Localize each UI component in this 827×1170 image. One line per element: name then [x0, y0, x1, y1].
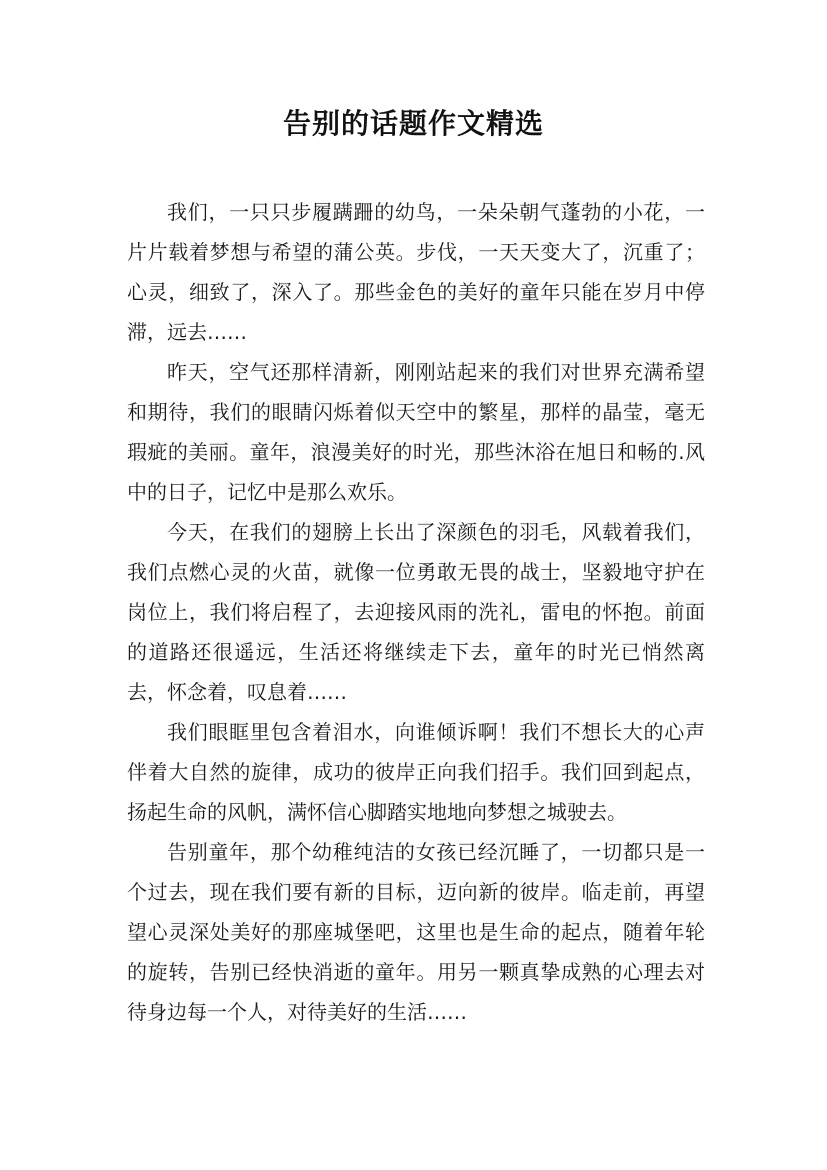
document-body — [127, 192, 705, 1032]
paragraph-4: 我们眼眶里包含着泪水，向谁倾诉啊！我们不想长大的心声伴着大自然的旋律，成功的彼岸正向我们招手。我们回到起点，扬起生命的风帆，满怀信心脚踏实地地向梦想之城驶去。 — [127, 720, 705, 824]
paragraph-1: 我们，一只只步履蹒跚的幼鸟，一朵朵朝气蓬勃的小花，一片片载着梦想与希望的蒲公英。步伐，一天天变大了，沉重了；心灵，细致了，深入了。那些金色的美好的童年只能在岁月中停滞，远去…… — [127, 200, 705, 344]
paragraph-2: 昨天，空气还那样清新，刚刚站起来的我们对世界充满希望和期待，我们的眼睛闪烁着似天空中的繁星，那样的晶莹，毫无瑕疵的美丽。童年，浪漫美好的时光，那些沐浴在旭日和畅的.风中的日子，记忆中是那么欢乐。 — [127, 360, 705, 504]
paragraph-5: 告别童年，那个幼稚纯洁的女孩已经沉睡了，一切都只是一个过去，现在我们要有新的目标，迈向新的彼岸。临走前，再望望心灵深处美好的那座城堡吧，这里也是生命的起点，随着年轮的旋转，告别已经快消逝的童年。用另一颗真挚成熟的心理去对待身边每一个人，对待美好的生活…… — [127, 840, 705, 1024]
paragraph-3: 今天，在我们的翅膀上长出了深颜色的羽毛，风载着我们，我们点燃心灵的火苗，就像一位勇敢无畏的战士，坚毅地守护在岗位上，我们将启程了，去迎接风雨的洗礼，雷电的怀抱。前面的道路还很遥远，生活还将继续走下去，童年的时光已悄然离去，怀念着，叹息着…… — [127, 520, 705, 704]
document-title: 告别的话题作文精选 — [282, 107, 544, 140]
